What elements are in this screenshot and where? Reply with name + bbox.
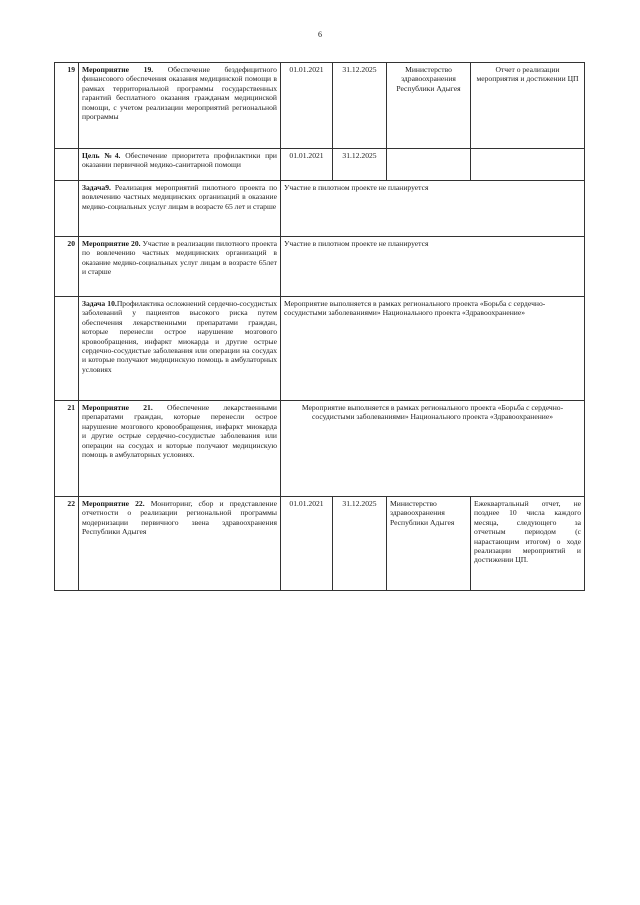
activity-text: Мониторинг, сбор и представление отчетности о реализации региональной программы модернизации первичного звена здравоохранения Республики Адыгея bbox=[82, 499, 277, 537]
row-number: 21 bbox=[55, 401, 79, 497]
task-title: Задача 10. bbox=[82, 299, 117, 308]
result-empty bbox=[471, 149, 585, 181]
activity-note: Мероприятие выполняется в рамках регионального проекта «Борьба с сердечно-сосудистыми заболеваниями» Национального проекта «Здравоохранение» bbox=[281, 401, 585, 497]
expected-result: Ежеквартальный отчет, не позднее 10 числа каждого месяца, следующего за отчетным периодом (с нарастающим итогом) о ходе реализации мероприятий и достижении ЦП. bbox=[471, 497, 585, 591]
activity-title: Мероприятие 19. bbox=[82, 65, 154, 74]
row-number-empty bbox=[55, 181, 79, 237]
activity-description bbox=[79, 401, 281, 497]
table-row-task-9 bbox=[55, 181, 585, 237]
goal-title: Цель №4. bbox=[82, 151, 121, 160]
executor-empty bbox=[387, 149, 471, 181]
program-activities-table bbox=[54, 62, 585, 591]
row-number: 20 bbox=[55, 237, 79, 297]
activity-title: Мероприятие 20. bbox=[82, 239, 141, 248]
activity-note: Участие в пилотном проекте не планируется bbox=[281, 237, 585, 297]
end-date: 31.12.2025 bbox=[333, 497, 387, 591]
row-number-empty bbox=[55, 149, 79, 181]
task-note: Участие в пилотном проекте не планируется bbox=[281, 181, 585, 237]
activity-description bbox=[79, 63, 281, 149]
row-number: 19 bbox=[55, 63, 79, 149]
row-number-empty bbox=[55, 297, 79, 401]
executor: Министерство здравоохранения Республики Адыгея bbox=[387, 497, 471, 591]
goal-description bbox=[79, 149, 281, 181]
task-note: Мероприятие выполняется в рамках регионального проекта «Борьба с сердечно-сосудистыми заболеваниями» Национального проекта «Здравоохранение» bbox=[281, 297, 585, 401]
activity-description bbox=[79, 237, 281, 297]
activity-title: Мероприятие 21. bbox=[82, 403, 153, 412]
row-number: 22 bbox=[55, 497, 79, 591]
start-date: 01.01.2021 bbox=[281, 497, 333, 591]
activity-title: Мероприятие 22. bbox=[82, 499, 145, 508]
task-description bbox=[79, 297, 281, 401]
task-description bbox=[79, 181, 281, 237]
page-number: 6 bbox=[318, 30, 322, 39]
end-date: 31.12.2025 bbox=[333, 149, 387, 181]
goal-text: Обеспечение приоритета профилактики при оказании первичной медико-санитарной помощи bbox=[82, 151, 277, 170]
activity-text: Участие в реализации пилотного проекта по вовлечению частных медицинских организаций в оказание медико-социальных услуг лицам в возрасте 65лет и старше bbox=[82, 239, 277, 277]
activity-text: Обеспечение бездефицитного финансового обеспечения оказания медицинской помощи в рамках территориальной программы государственных гарантий бесплатного оказания гражданам медицинской помощи, с учетом реализации мероприятий региональной программы bbox=[82, 65, 277, 122]
table-row-activity-20 bbox=[55, 237, 585, 297]
table-row-goal-4 bbox=[55, 149, 585, 181]
table-row-task-10 bbox=[55, 297, 585, 401]
task-text: Профилактика осложнений сердечно-сосудистых заболеваний у пациентов высокого риска путем обеспечения лекарственными препаратами граждан, которые перенесли острое нарушение мозгового кровообращения, инфаркт миокарда и другие острые сердечно-сосудистые заболевания или операции на сосудах и которые получают медицинскую помощь в амбулаторных условиях bbox=[82, 299, 278, 374]
task-text: Реализация мероприятий пилотного проекта по вовлечению частных медицинских организаций в оказание медико-социальных услуг лицам в возрасте 65 лет и старше bbox=[82, 183, 277, 211]
activity-description bbox=[79, 497, 281, 591]
table-row-activity-19 bbox=[55, 63, 585, 149]
activity-text: Обеспечение лекарственными препаратами граждан, которые перенесли острое нарушение мозгового кровообращения, инфаркт миокарда и другие острые сердечно-сосудистые заболевания или операции на сосудах и которые получают медицинскую помощь в амбулаторных условиях. bbox=[82, 403, 277, 460]
start-date: 01.01.2021 bbox=[281, 63, 333, 149]
expected-result: Отчет о реализации мероприятия и достижении ЦП bbox=[471, 63, 585, 149]
executor: Министерство здравоохранения Республики Адыгея bbox=[387, 63, 471, 149]
start-date: 01.01.2021 bbox=[281, 149, 333, 181]
task-title: Задача9. bbox=[82, 183, 111, 192]
table-row-activity-22 bbox=[55, 497, 585, 591]
end-date: 31.12.2025 bbox=[333, 63, 387, 149]
table-row-activity-21 bbox=[55, 401, 585, 497]
